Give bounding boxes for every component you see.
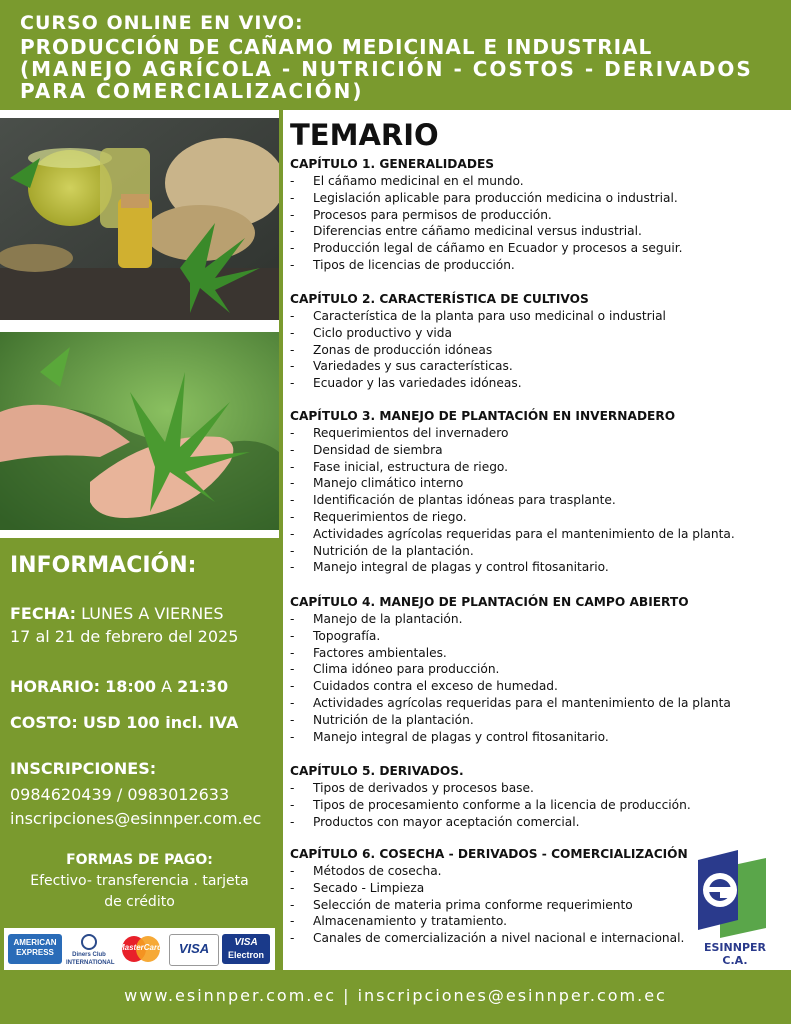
list-item: - Clima idóneo para producción. <box>290 661 780 678</box>
pago-line-1: Efectivo- transferencia . tarjeta <box>30 873 249 889</box>
temario-title: TEMARIO <box>290 118 439 152</box>
list-item: - Cuidados contra el exceso de humedad. <box>290 678 780 695</box>
visa-electron-bottom: Electron <box>227 950 264 960</box>
list-item: - Producción legal de cáñamo en Ecuador y procesos a seguir. <box>290 240 780 257</box>
payment-cards <box>4 928 275 970</box>
chapter-title: CAPÍTULO 5. DERIVADOS. <box>290 764 464 778</box>
list-item: - El cáñamo medicinal en el mundo. <box>290 173 780 190</box>
list-item: - Requerimientos de riego. <box>290 509 780 526</box>
email-link[interactable]: inscripciones@esinnper.com.ec <box>10 809 262 828</box>
footer-contact-links[interactable]: www.esinnper.com.ec | inscripciones@esinnper.com.ec <box>124 986 667 1005</box>
header-line-1: CURSO ONLINE EN VIVO: <box>20 12 304 34</box>
list-item: - Fase inicial, estructura de riego. <box>290 459 780 476</box>
chapter-4 <box>290 595 780 745</box>
list-item: - Identificación de plantas idóneas para trasplante. <box>290 492 780 509</box>
list-item: - Tipos de licencias de producción. <box>290 257 780 274</box>
chapter-title: CAPÍTULO 6. COSECHA - DERIVADOS - COMERCIALIZACIÓN <box>290 847 688 861</box>
list-item: - Procesos para permisos de producción. <box>290 207 780 224</box>
header-line-4: PARA COMERCIALIZACIÓN) <box>20 79 364 103</box>
fecha-label: FECHA: <box>10 604 77 623</box>
list-item: - Zonas de producción idóneas <box>290 342 780 359</box>
visa-electron-card-icon <box>222 934 270 964</box>
list-item: - Manejo de la plantación. <box>290 611 780 628</box>
chapter-5 <box>290 764 780 830</box>
chapter-title: CAPÍTULO 2. CARACTERÍSTICA DE CULTIVOS <box>290 292 589 306</box>
pago-line-2: de crédito <box>104 894 175 910</box>
list-item: - Métodos de cosecha. <box>290 863 780 880</box>
list-item: - Canales de comercialización a nivel nacional e internacional. <box>290 930 780 947</box>
list-item: - Ecuador y las variedades idóneas. <box>290 375 780 392</box>
list-item: - Secado - Limpieza <box>290 880 780 897</box>
phone-numbers: 0984620439 / 0983012633 <box>10 785 230 804</box>
fecha-value: LUNES A VIERNES <box>81 604 224 623</box>
horario-row <box>10 677 228 696</box>
footer-bar <box>0 970 791 1024</box>
hand-plant-photo <box>0 332 279 530</box>
list-item: - Diferencias entre cáñamo medicinal versus industrial. <box>290 223 780 240</box>
esinnper-logo-text: ESINNPER C.A. <box>704 941 766 967</box>
list-item: - Nutrición de la plantación. <box>290 712 780 729</box>
horario-label: HORARIO: <box>10 677 100 696</box>
pago-label: FORMAS DE PAGO: <box>66 852 213 868</box>
list-item: - Manejo climático interno <box>290 475 780 492</box>
chapter-title: CAPÍTULO 4. MANEJO DE PLANTACIÓN EN CAMPO ABIERTO <box>290 595 689 609</box>
list-item: - Selección de materia prima conforme requerimiento <box>290 897 780 914</box>
inscripciones-label: INSCRIPCIONES: <box>10 759 157 778</box>
chapter-3 <box>290 409 780 576</box>
header-banner <box>0 0 791 110</box>
chapter-1 <box>290 157 780 274</box>
horario-end: 21:30 <box>177 677 229 696</box>
costo-value: USD 100 incl. IVA <box>82 713 239 732</box>
header-line-2: PRODUCCIÓN DE CAÑAMO MEDICINAL E INDUSTRIAL <box>20 35 653 59</box>
costo-row <box>10 713 238 732</box>
list-item: - Tipos de procesamiento conforme a la licencia de producción. <box>290 797 780 814</box>
diners-label: Diners Club INTERNATIONAL <box>66 952 115 966</box>
list-item: - Característica de la planta para uso medicinal o industrial <box>290 308 780 325</box>
list-item: - Factores ambientales. <box>290 645 780 662</box>
visa-electron-top: VISA <box>234 937 258 948</box>
list-item: - Tipos de derivados y procesos base. <box>290 780 780 797</box>
chapter-2 <box>290 292 780 392</box>
column-divider <box>279 110 283 970</box>
list-item: - Productos con mayor aceptación comercial. <box>290 814 780 831</box>
list-item: - Almacenamiento y tratamiento. <box>290 913 780 930</box>
costo-label: COSTO: <box>10 713 78 732</box>
list-item: - Densidad de siembra <box>290 442 780 459</box>
list-item: - Manejo integral de plagas y control fitosanitario. <box>290 559 780 576</box>
diners-card-icon <box>66 934 115 966</box>
header-line-3: (MANEJO AGRÍCOLA - NUTRICIÓN - COSTOS - DERIVADOS <box>20 57 753 81</box>
chapter-title: CAPÍTULO 3. MANEJO DE PLANTACIÓN EN INVERNADERO <box>290 409 676 423</box>
list-item: - Actividades agrícolas requeridas para el mantenimiento de la planta. <box>290 526 780 543</box>
list-item: - Ciclo productivo y vida <box>290 325 780 342</box>
mastercard-card-icon <box>116 934 164 964</box>
list-item: - Variedades y sus características. <box>290 358 780 375</box>
fecha-row <box>10 604 223 623</box>
list-item: - Legislación aplicable para producción medicina o industrial. <box>290 190 780 207</box>
list-item: - Manejo integral de plagas y control fitosanitario. <box>290 729 780 746</box>
list-item: - Topografía. <box>290 628 780 645</box>
fecha-dates: 17 al 21 de febrero del 2025 <box>10 627 239 646</box>
mastercard-label: MasterCard <box>117 943 162 952</box>
hemp-oil-photo <box>0 118 279 320</box>
info-title: INFORMACIÓN: <box>10 553 197 578</box>
horario-start: 18:00 <box>105 677 156 696</box>
list-item: - Requerimientos del invernadero <box>290 425 780 442</box>
amex-card-icon: AMERICAN EXPRESS <box>8 934 62 964</box>
horario-separator: A <box>161 677 173 696</box>
chapter-title: CAPÍTULO 1. GENERALIDADES <box>290 157 495 171</box>
list-item: - Nutrición de la plantación. <box>290 543 780 560</box>
list-item: - Actividades agrícolas requeridas para el mantenimiento de la planta <box>290 695 780 712</box>
visa-card-icon: VISA <box>169 934 219 966</box>
